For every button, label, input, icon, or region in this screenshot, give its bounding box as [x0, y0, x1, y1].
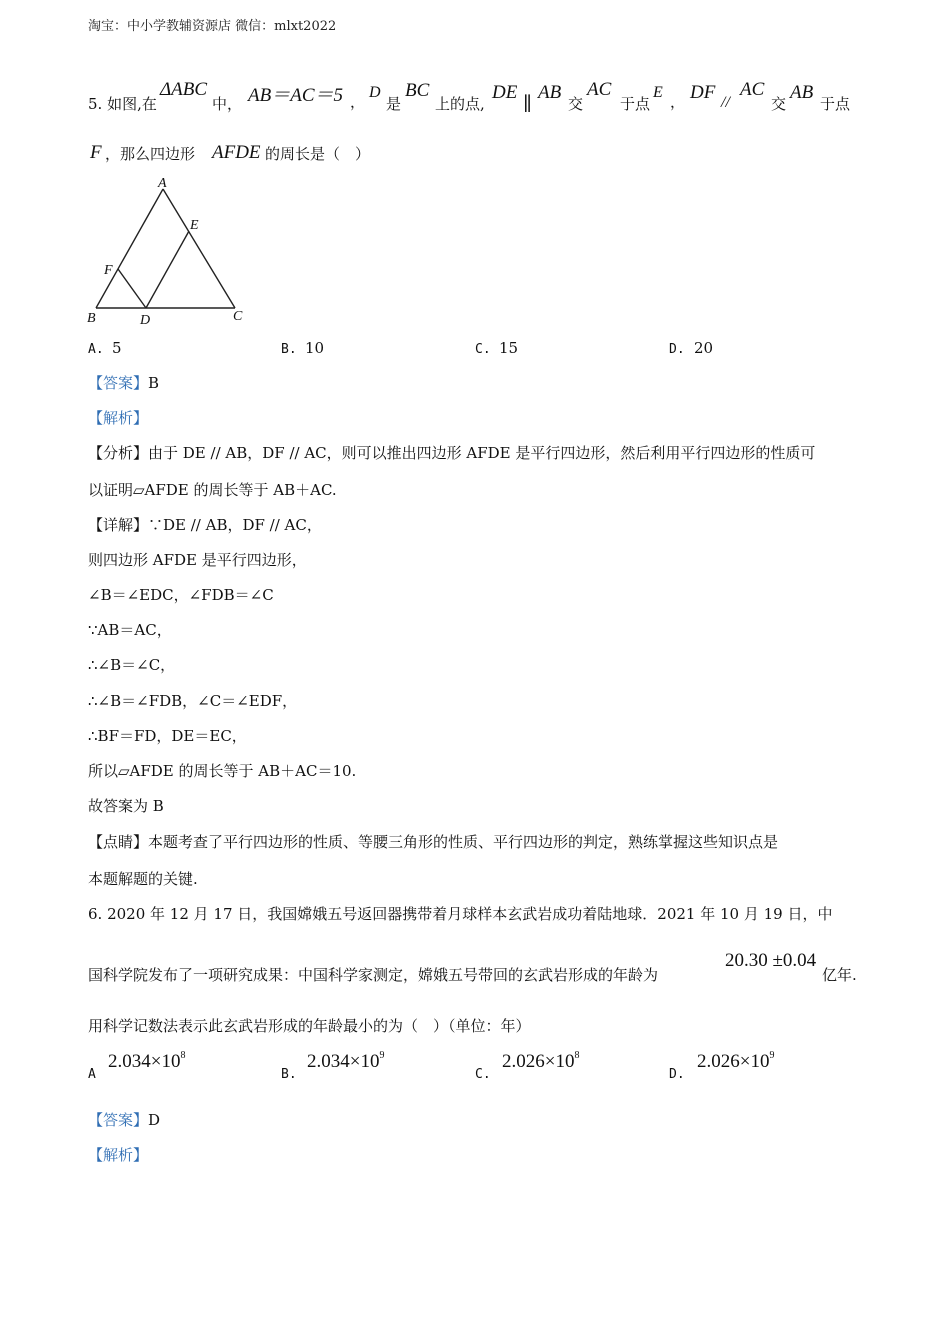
- q5-jiao-1: 交: [568, 95, 584, 113]
- q5-analysis-line-2: 以证明▱AFDE 的周长等于 AB＋AC.: [88, 481, 337, 499]
- q6-option-a-value: $2.034\times 10^8$: [108, 1050, 186, 1072]
- q5-analysis-line-6: ∵AB＝AC，: [88, 621, 172, 639]
- q5-option-b-label: B.: [281, 342, 297, 357]
- q5-line2-a: ，那么四边形: [105, 145, 196, 163]
- q5-answer-value: B: [148, 374, 160, 392]
- q5-shi: 是: [386, 95, 402, 113]
- q6-option-b-value: $2.034\times 10^9$: [307, 1050, 385, 1072]
- q5-de: DE: [492, 82, 518, 103]
- q6-option-c-label: C.: [475, 1067, 491, 1082]
- q5-ab-1: AB: [538, 82, 562, 103]
- q5-analysis-line-12: 【点睛】本题考查了平行四边形的性质、等腰三角形的性质、平行四边形的判定，熟练掌握这些知识点是: [88, 833, 779, 851]
- q5-ab-2: AB: [790, 82, 814, 103]
- q5-yudian-2: 于点: [820, 95, 851, 113]
- q6-line-3: 用科学记数法表示此玄武岩形成的年龄最小的为（ ）（单位：年）: [88, 1017, 531, 1035]
- q6-line-2a: 国科学院发布了一项研究成果：中国科学家测定，嫦娥五号带回的玄武岩形成的年龄为: [88, 966, 659, 984]
- q5-analysis-line-7: ∴∠B＝∠C，: [88, 656, 176, 674]
- label-e: E: [190, 218, 199, 233]
- q5-analysis-line-9: ∴BF＝FD，DE＝EC，: [88, 727, 247, 745]
- q5-analysis-line-5: ∠B＝∠EDC，∠FDB＝∠C: [88, 586, 274, 604]
- q6-option-d-value: $2.026\times 10^9$: [697, 1050, 775, 1072]
- q6-answer-tag: 【答案】: [88, 1111, 149, 1129]
- q6-option-b-label: B.: [281, 1067, 297, 1082]
- q5-triangle: ΔABC: [160, 79, 208, 100]
- q5-analysis-line-11: 故答案为 B: [88, 797, 164, 815]
- q6-line-1: 6. 2020 年 12 月 17 日，我国嫦娥五号返回器携带着月球样本玄武岩成功着陆地球．2021 年 10 月 19 日，中: [88, 905, 833, 923]
- label-c: C: [233, 309, 243, 324]
- q5-yudian-1: 于点: [620, 95, 651, 113]
- q5-option-d-label: D.: [669, 342, 685, 357]
- q5-comma: ，: [350, 93, 366, 111]
- q5-analysis-line-4: 则四边形 AFDE 是平行四边形，: [88, 551, 307, 569]
- label-a: A: [158, 176, 167, 191]
- q5-ac-1: AC: [587, 79, 612, 100]
- q6-option-a-label: A: [88, 1067, 96, 1082]
- page-header: 淘宝：中小学教辅资源店 微信：mlxt2022: [88, 19, 337, 34]
- q6-option-d-label: D.: [669, 1067, 685, 1082]
- q5-answer-tag: 【答案】: [88, 374, 149, 392]
- q5-intro: 5. 如图,在: [88, 95, 157, 113]
- q5-zhong: 中，: [212, 95, 243, 113]
- q5-option-a-value: 5: [112, 339, 122, 357]
- q6-answer-value: D: [148, 1111, 161, 1129]
- q5-point-d: D: [369, 84, 381, 101]
- q5-parallel-2: //: [721, 94, 730, 111]
- q5-option-c-label: C.: [475, 342, 491, 357]
- q5-analysis-line-3: 【详解】∵DE // AB，DF // AC，: [88, 516, 322, 534]
- label-b: B: [87, 311, 96, 326]
- segment-ab: [96, 189, 163, 308]
- q5-option-c-value: 15: [499, 339, 519, 357]
- q5-afde: AFDE: [212, 142, 261, 163]
- q5-comma-2: ，: [670, 93, 686, 111]
- label-f: F: [104, 263, 113, 278]
- q5-ac-2: AC: [740, 79, 765, 100]
- q5-df: DF: [690, 82, 716, 103]
- triangle-figure: [80, 172, 260, 332]
- label-d: D: [140, 313, 151, 328]
- q5-option-b-value: 10: [305, 339, 325, 357]
- q5-option-d-value: 20: [694, 339, 714, 357]
- q5-analysis-tag: 【解析】: [88, 409, 149, 427]
- q5-analysis-line-13: 本题解题的关键.: [88, 870, 198, 888]
- q5-point-e: E: [653, 84, 663, 101]
- q5-analysis-line-1: 【分析】由于 DE // AB，DF // AC，则可以推出四边形 AFDE 是平行四边形，然后利用平行四边形的性质可: [88, 444, 816, 462]
- q5-parallel-1: ∥: [523, 94, 532, 115]
- q5-answer: [88, 373, 159, 393]
- q6-analysis-tag: 【解析】: [88, 1146, 149, 1164]
- q5-analysis-line-10: 所以▱AFDE 的周长等于 AB＋AC＝10.: [88, 762, 357, 780]
- q5-equality: AB＝AC＝5: [248, 85, 343, 106]
- q5-bc: BC: [405, 80, 430, 101]
- segment-de: [146, 231, 189, 308]
- q6-answer: [88, 1110, 160, 1130]
- q5-line2-b: 的周长是（ ）: [265, 145, 371, 163]
- q5-analysis-line-8: ∴∠B＝∠FDB，∠C＝∠EDF，: [88, 692, 298, 710]
- q6-option-c-value: $2.026\times 10^8$: [502, 1050, 580, 1072]
- q5-option-a-label: A.: [88, 342, 104, 357]
- q5-jiao-2: 交: [771, 95, 787, 113]
- segment-df: [118, 269, 146, 308]
- q5-point-f: F: [90, 142, 102, 163]
- q6-line-2b: 亿年.: [822, 966, 857, 984]
- q6-age-value: 20.30 ±0.04: [725, 950, 817, 971]
- segment-ac: [163, 189, 235, 308]
- q5-on-point: 上的点,: [435, 95, 485, 113]
